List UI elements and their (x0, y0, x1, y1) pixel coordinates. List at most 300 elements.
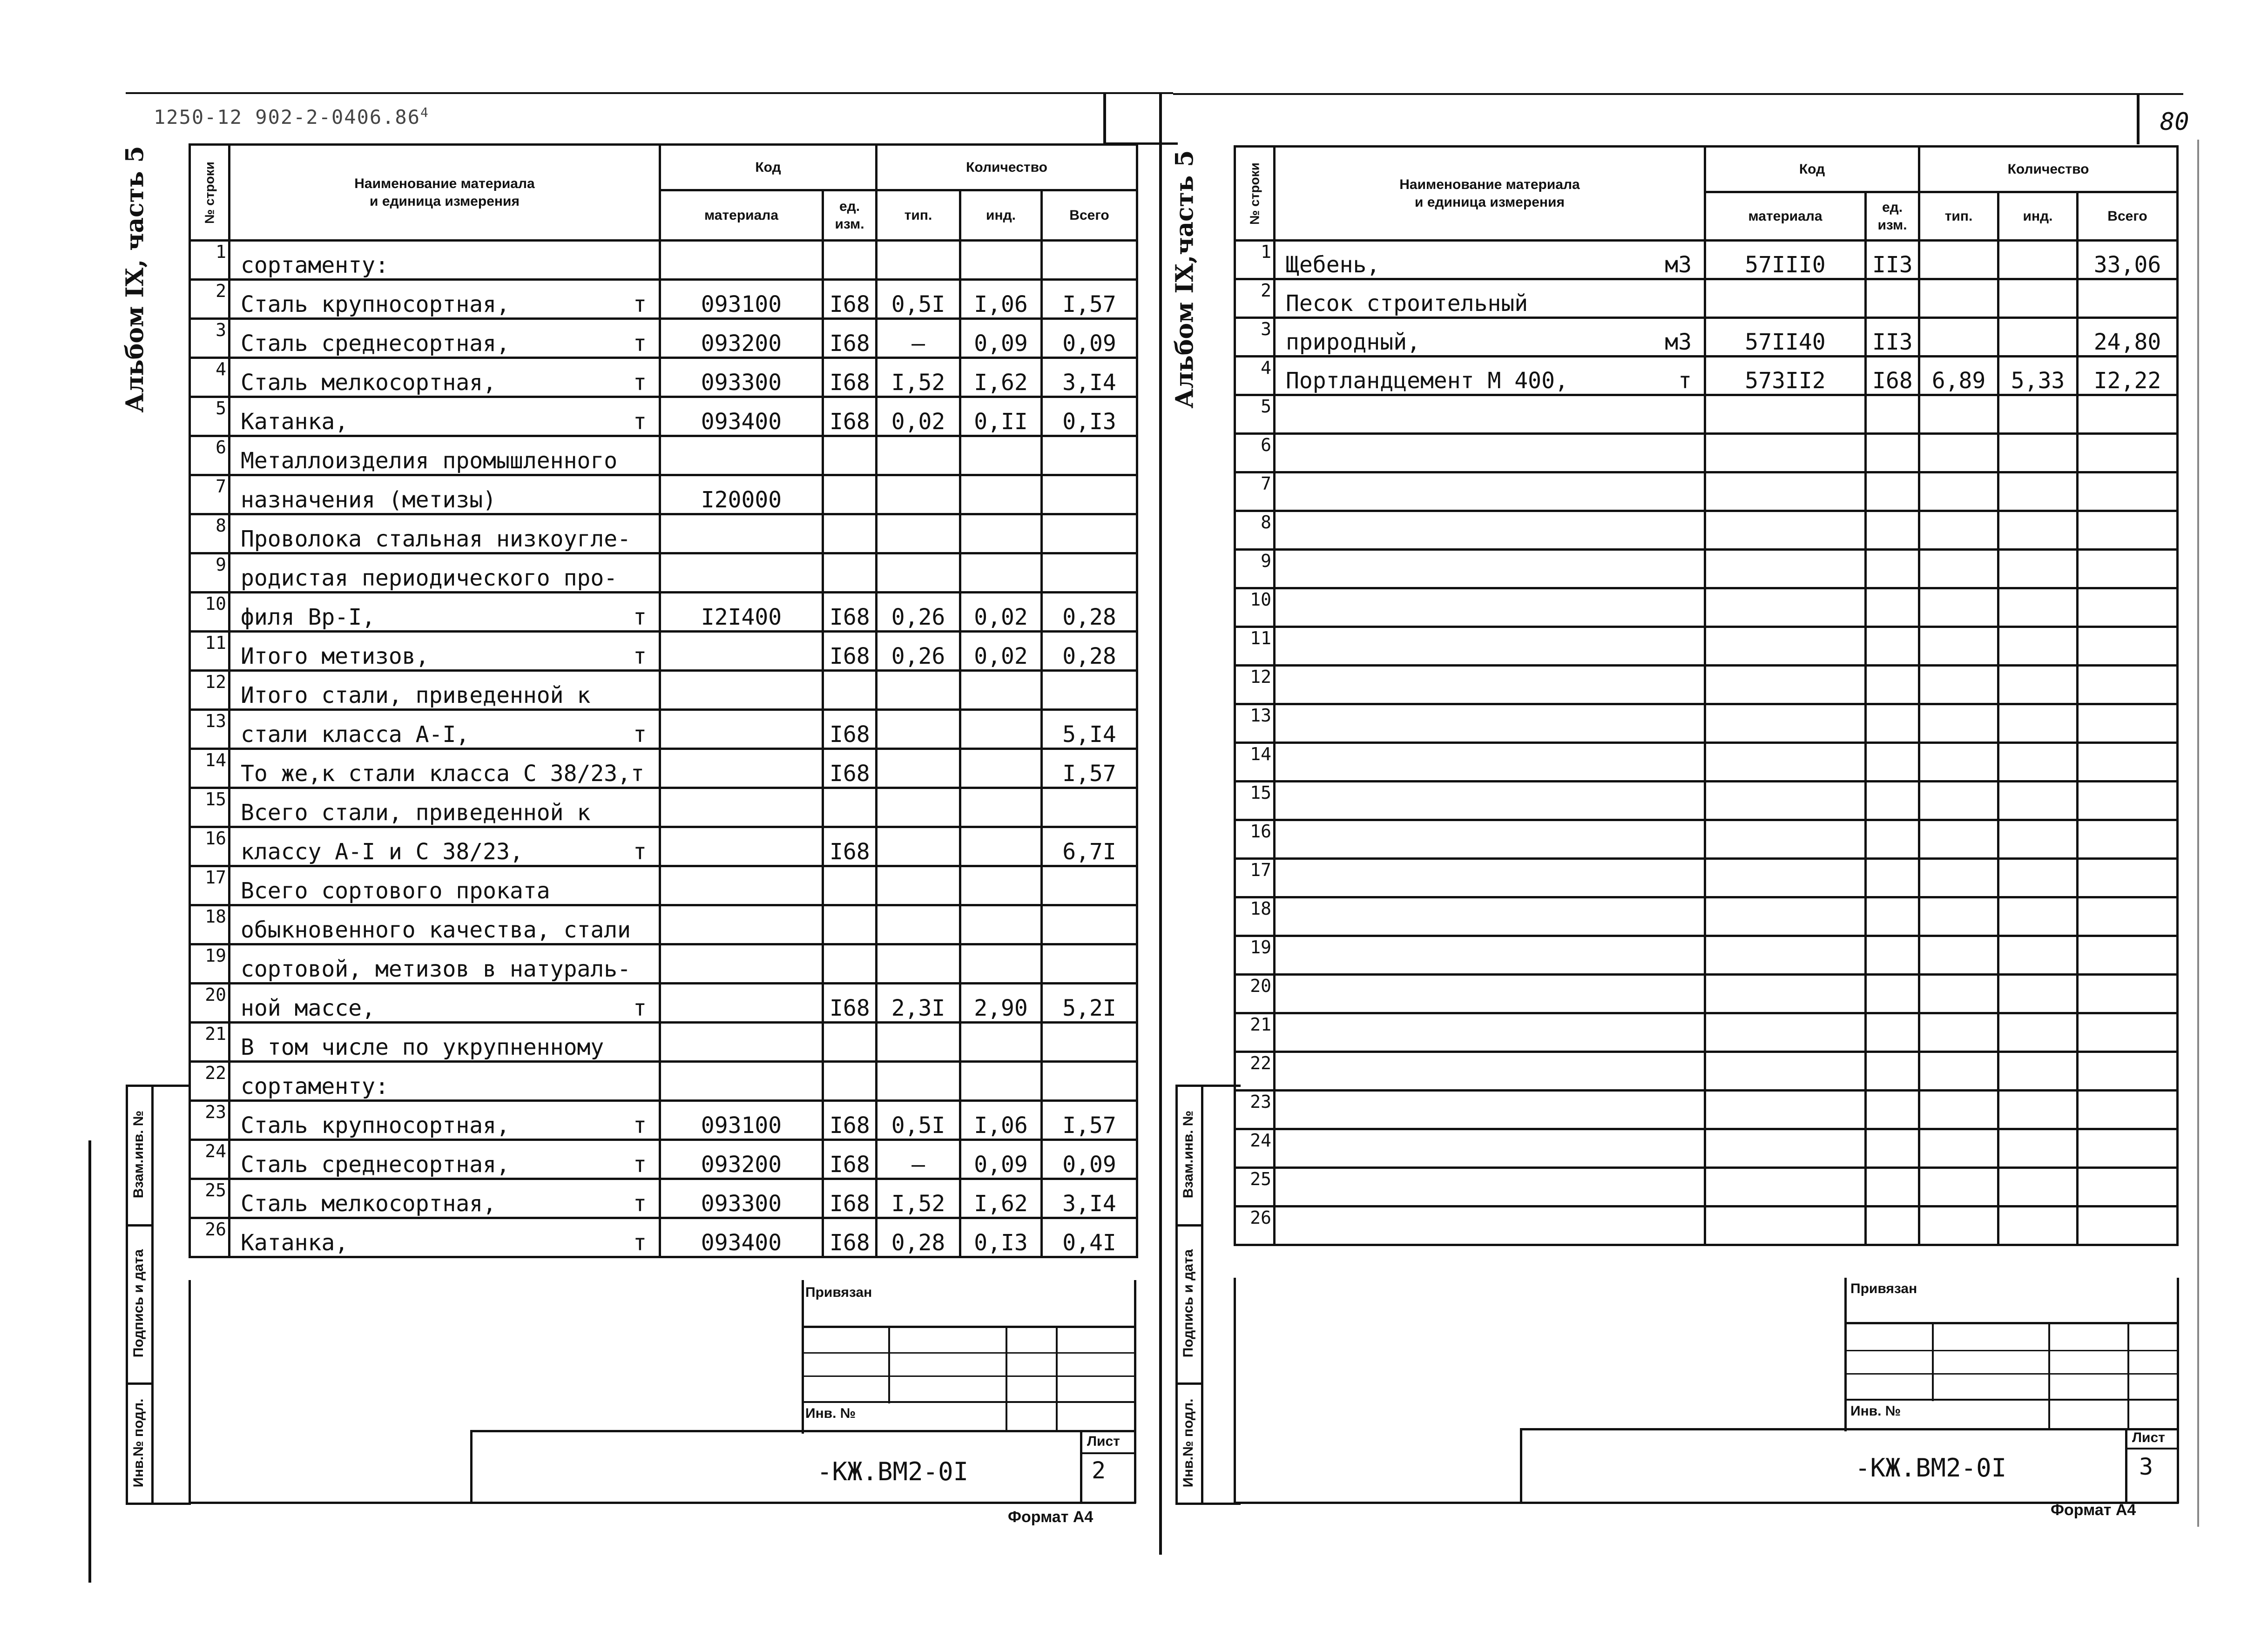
quantity-total (1042, 905, 1137, 944)
unit-code (1866, 897, 1919, 936)
material-name-cell (230, 397, 660, 436)
quantity-total: I,57 (1042, 749, 1137, 788)
material-code (1705, 704, 1866, 743)
stamp-frame-sep1 (126, 1224, 154, 1227)
quantity-typ: 2,3I (877, 984, 960, 1023)
material-code (660, 436, 823, 475)
unit-code (1866, 550, 1919, 588)
material-name: сортаменту: (241, 252, 389, 278)
quantity-ind (1998, 975, 2078, 1013)
quantity-total: 5,2I (1042, 984, 1137, 1023)
quantity-typ (1919, 1168, 1998, 1207)
table-row (1235, 550, 2178, 588)
material-code (1705, 1207, 1866, 1245)
quantity-total: I,57 (1042, 1101, 1137, 1140)
table-row (1235, 1013, 2178, 1052)
material-code (1705, 1091, 1866, 1129)
quantity-total (1042, 553, 1137, 593)
material-name-wrap (241, 487, 659, 513)
unit-code: I68 (1866, 357, 1919, 395)
material-code (1705, 472, 1866, 511)
unit-code (1866, 588, 1919, 627)
row-number: 3 (1235, 318, 1275, 357)
table-row (1235, 782, 2178, 820)
material-name-cell (230, 1023, 660, 1062)
material-name-cell (1275, 1168, 1705, 1207)
row-number: 8 (190, 514, 230, 553)
table-row (1235, 936, 2178, 975)
quantity-typ (1919, 395, 1998, 434)
quantity-typ (1919, 897, 1998, 936)
quantity-ind (1998, 704, 2078, 743)
material-name-wrap (241, 252, 659, 278)
header-material: материала (660, 190, 823, 241)
material-unit-mark: т (633, 291, 647, 317)
material-unit-mark: т (633, 839, 647, 865)
tb-left-grid4 (802, 1430, 1136, 1432)
material-name-cell (230, 475, 660, 514)
row-number: 9 (190, 553, 230, 593)
table-row (1235, 1091, 2178, 1129)
table-row (190, 475, 1137, 514)
material-name-cell (230, 632, 660, 671)
quantity-typ (1919, 279, 1998, 318)
header-unit-r: ед. изм. (1866, 192, 1919, 241)
tb-right-docbox-top (1520, 1428, 1846, 1430)
material-code (1705, 434, 1866, 472)
material-code (660, 1062, 823, 1101)
quantity-typ (877, 1062, 960, 1101)
stamp-frame-sep2 (126, 1382, 154, 1385)
material-code (660, 1023, 823, 1062)
header-name: Наименование материала и единица измерения (230, 145, 660, 241)
table-row (190, 827, 1137, 866)
material-code (1705, 279, 1866, 318)
material-name: Сталь крупносортная, (241, 291, 510, 317)
table-row (1235, 241, 2178, 279)
row-number: 2 (190, 280, 230, 319)
material-unit-mark: м3 (1665, 329, 1692, 355)
quantity-typ (1919, 588, 1998, 627)
material-unit-mark: т (633, 1152, 647, 1178)
material-name-cell (1275, 820, 1705, 859)
material-code: 093400 (660, 1218, 823, 1257)
quantity-total (2078, 782, 2178, 820)
material-name-cell (230, 319, 660, 358)
unit-code (1866, 434, 1919, 472)
material-name: Всего сортового проката (241, 878, 550, 904)
quantity-ind (1998, 395, 2078, 434)
unit-code (1866, 782, 1919, 820)
quantity-ind (960, 866, 1042, 905)
materials-table-left-body (190, 241, 1137, 1257)
quantity-total (1042, 514, 1137, 553)
table-row (190, 905, 1137, 944)
material-unit-mark: т (633, 330, 647, 357)
unit-code (823, 514, 877, 553)
row-number: 4 (1235, 357, 1275, 395)
quantity-total (2078, 1168, 2178, 1207)
quantity-total (1042, 241, 1137, 280)
tb-left-docbox-top (470, 1430, 805, 1432)
row-number: 23 (190, 1101, 230, 1140)
quantity-total (2078, 897, 2178, 936)
quantity-total: 3,I4 (1042, 1179, 1137, 1218)
quantity-total (2078, 704, 2178, 743)
material-name-cell (1275, 936, 1705, 975)
quantity-ind (1998, 241, 2078, 279)
quantity-total: 6,7I (1042, 827, 1137, 866)
tb-left-frame-left (189, 1280, 191, 1503)
row-number: 12 (1235, 666, 1275, 704)
quantity-total: 33,06 (2078, 241, 2178, 279)
row-number: 19 (1235, 936, 1275, 975)
unit-code: I68 (823, 397, 877, 436)
album-label-right: Альбом IX,часть 5 (1170, 150, 1199, 409)
materials-table-right-body (1235, 241, 2178, 1245)
unit-code: I68 (823, 358, 877, 397)
table-row (190, 1023, 1137, 1062)
quantity-total (2078, 820, 2178, 859)
material-code (1705, 859, 1866, 897)
material-name-wrap (241, 1034, 659, 1060)
material-name-cell (230, 905, 660, 944)
material-name: обыкновенного качества, стали (241, 917, 631, 943)
table-row (1235, 279, 2178, 318)
tb-right-frame-right (2177, 1278, 2179, 1503)
tb-right-sheet-number: 3 (2139, 1453, 2153, 1480)
material-name-wrap (241, 721, 659, 748)
material-name-cell (230, 984, 660, 1023)
table-row (1235, 1168, 2178, 1207)
table-row (190, 1062, 1137, 1101)
row-number: 20 (1235, 975, 1275, 1013)
material-name-cell (1275, 395, 1705, 434)
material-name-cell (230, 866, 660, 905)
material-name-wrap (241, 878, 659, 904)
row-number: 13 (190, 710, 230, 749)
material-name: стали класса А-I, (241, 721, 470, 748)
material-name-cell (1275, 550, 1705, 588)
format-label-right: Формат А4 (2051, 1501, 2136, 1519)
material-code (1705, 936, 1866, 975)
quantity-ind (1998, 1168, 2078, 1207)
quantity-total (2078, 395, 2178, 434)
material-name-cell (230, 436, 660, 475)
quantity-ind (960, 1023, 1042, 1062)
material-code (1705, 743, 1866, 782)
quantity-ind (960, 475, 1042, 514)
material-name-wrap (1286, 329, 1704, 355)
row-number: 5 (190, 397, 230, 436)
table-row (1235, 434, 2178, 472)
format-label-left: Формат А4 (1008, 1508, 1094, 1526)
table-row (190, 280, 1137, 319)
unit-code: I68 (823, 1101, 877, 1140)
quantity-total: I2,22 (2078, 357, 2178, 395)
unit-code (823, 475, 877, 514)
material-name: Щебень, (1286, 252, 1380, 278)
tb-left-list-label: Лист (1087, 1434, 1120, 1449)
material-name: Итого стали, приведенной к (241, 682, 591, 708)
row-number: 11 (1235, 627, 1275, 666)
tb-right-vgrid2 (2048, 1323, 2050, 1429)
stamp-inv-left: Инв.№ подл. (131, 1398, 146, 1488)
quantity-typ: 0,5I (877, 1101, 960, 1140)
row-number: 1 (1235, 241, 1275, 279)
row-number: 16 (190, 827, 230, 866)
unit-code (1866, 1207, 1919, 1245)
quantity-ind (1998, 627, 2078, 666)
quantity-typ (1919, 472, 1998, 511)
quantity-ind: 0,II (960, 397, 1042, 436)
material-code (660, 514, 823, 553)
top-border-tick (1103, 93, 1106, 144)
tb-right-privyazan-left (1844, 1278, 1847, 1431)
material-unit-mark: т (633, 1112, 647, 1139)
quantity-typ (1919, 859, 1998, 897)
table-row (1235, 1207, 2178, 1245)
quantity-typ (1919, 666, 1998, 704)
material-name-wrap (241, 291, 659, 317)
material-name-cell (1275, 241, 1705, 279)
quantity-typ (1919, 782, 1998, 820)
material-code: 093400 (660, 397, 823, 436)
quantity-total (2078, 1091, 2178, 1129)
quantity-ind (1998, 782, 2078, 820)
unit-code: I68 (823, 593, 877, 632)
unit-code (1866, 1168, 1919, 1207)
tb-left-privyazan-bottom (802, 1326, 1136, 1328)
right-margin-line (2197, 140, 2199, 1527)
table-row (190, 436, 1137, 475)
material-name-wrap (241, 1152, 659, 1178)
material-name-cell (1275, 318, 1705, 357)
quantity-ind: 0,09 (960, 1140, 1042, 1179)
quantity-total (2078, 434, 2178, 472)
tb-right-sheetbox-sep (2125, 1448, 2179, 1449)
quantity-ind (960, 944, 1042, 984)
quantity-total: 5,I4 (1042, 710, 1137, 749)
quantity-total (2078, 472, 2178, 511)
quantity-total: 0,09 (1042, 1140, 1137, 1179)
sheet-divider (1159, 93, 1162, 1555)
material-name-cell (230, 358, 660, 397)
tb-right-privyazan-label: Привязан (1850, 1281, 1917, 1296)
header-unit: ед. изм. (823, 190, 877, 241)
quantity-typ: – (877, 1140, 960, 1179)
row-number: 5 (1235, 395, 1275, 434)
quantity-total (1042, 866, 1137, 905)
header-typ: тип. (877, 190, 960, 241)
material-name-cell (230, 944, 660, 984)
header-code-group-r: Код (1705, 147, 1919, 192)
quantity-typ (877, 710, 960, 749)
unit-code (823, 866, 877, 905)
header-typ-r: тип. (1919, 192, 1998, 241)
material-code (660, 944, 823, 984)
stamp-frame-bottom (126, 1503, 191, 1505)
material-code (660, 827, 823, 866)
tb-right-inv-label: Инв. № (1850, 1403, 1901, 1419)
material-code (1705, 627, 1866, 666)
header-total: Всего (1042, 190, 1137, 241)
material-unit-mark: т (633, 409, 647, 435)
material-code (1705, 1129, 1866, 1168)
material-name-cell (1275, 357, 1705, 395)
quantity-typ (877, 475, 960, 514)
unit-code (1866, 627, 1919, 666)
document-code-text: 1250-12 902-2-0406.86 (154, 106, 421, 128)
material-name-wrap (241, 1112, 659, 1139)
material-name-wrap (241, 839, 659, 865)
quantity-typ (1919, 434, 1998, 472)
material-unit-mark: м3 (1665, 252, 1692, 278)
quantity-typ: – (877, 319, 960, 358)
quantity-ind (1998, 511, 2078, 550)
material-name: природный, (1286, 329, 1420, 355)
quantity-total (2078, 511, 2178, 550)
row-number: 1 (190, 241, 230, 280)
table-row (1235, 357, 2178, 395)
material-name-cell (1275, 975, 1705, 1013)
material-name-cell (1275, 1052, 1705, 1091)
quantity-total (1042, 944, 1137, 984)
table-row (190, 1179, 1137, 1218)
unit-code (1866, 1052, 1919, 1091)
unit-code: II3 (1866, 318, 1919, 357)
unit-code: I68 (823, 319, 877, 358)
material-name: классу А-I и С 38/23, (241, 839, 523, 865)
material-code: 093100 (660, 1101, 823, 1140)
material-name-wrap (241, 409, 659, 435)
table-row (190, 397, 1137, 436)
material-unit-mark: т (633, 643, 647, 669)
quantity-ind (960, 436, 1042, 475)
quantity-total (2078, 1013, 2178, 1052)
material-name-cell (1275, 434, 1705, 472)
quantity-ind: 0,I3 (960, 1218, 1042, 1257)
quantity-total (1042, 1023, 1137, 1062)
unit-code: II3 (1866, 241, 1919, 279)
row-number: 8 (1235, 511, 1275, 550)
material-name-cell (230, 1179, 660, 1218)
material-name: Итого метизов, (241, 643, 429, 669)
quantity-typ (1919, 820, 1998, 859)
quantity-typ (1919, 975, 1998, 1013)
material-name-wrap (241, 1073, 659, 1099)
material-code: 57III0 (1705, 241, 1866, 279)
quantity-ind (1998, 1052, 2078, 1091)
tb-left-grid2 (802, 1375, 1136, 1377)
material-name-cell (230, 1101, 660, 1140)
row-number: 22 (1235, 1052, 1275, 1091)
unit-code: I68 (823, 984, 877, 1023)
page-number-box-line (2137, 93, 2140, 144)
quantity-total (1042, 475, 1137, 514)
material-name: То же,к стали класса С 38/23,т (241, 761, 644, 787)
material-name: Проволока стальная низкоугле- (241, 526, 631, 552)
quantity-ind (1998, 550, 2078, 588)
table-row (190, 241, 1137, 280)
quantity-ind: 2,90 (960, 984, 1042, 1023)
quantity-typ (877, 436, 960, 475)
quantity-total (1042, 436, 1137, 475)
material-unit-mark: т (633, 370, 647, 396)
table-row (1235, 743, 2178, 782)
material-code (660, 984, 823, 1023)
tb-left-doc-code: -КЖ.ВМ2-0I (817, 1457, 969, 1486)
unit-code (1866, 975, 1919, 1013)
quantity-typ (877, 905, 960, 944)
quantity-ind (960, 514, 1042, 553)
row-number: 23 (1235, 1091, 1275, 1129)
material-unit-mark: т (633, 1191, 647, 1217)
material-code: 093100 (660, 280, 823, 319)
material-name-wrap (241, 800, 659, 826)
quantity-ind (960, 553, 1042, 593)
material-code (1705, 782, 1866, 820)
unit-code (1866, 1129, 1919, 1168)
unit-code: I68 (823, 1218, 877, 1257)
row-number: 9 (1235, 550, 1275, 588)
unit-code (1866, 820, 1919, 859)
unit-code (1866, 666, 1919, 704)
stamp-vzam-left: Взам.инв. № (131, 1110, 146, 1199)
quantity-ind (960, 749, 1042, 788)
table-row (190, 1101, 1137, 1140)
quantity-total: I,57 (1042, 280, 1137, 319)
quantity-ind (1998, 666, 2078, 704)
quantity-ind (1998, 859, 2078, 897)
table-row (190, 358, 1137, 397)
quantity-total (2078, 666, 2178, 704)
quantity-typ (1919, 1052, 1998, 1091)
table-row (190, 1218, 1137, 1257)
quantity-ind (1998, 897, 2078, 936)
stamp-frame-top (126, 1085, 191, 1087)
table-row (1235, 1052, 2178, 1091)
material-code: 57II40 (1705, 318, 1866, 357)
material-name-cell (230, 710, 660, 749)
material-unit-mark: т (633, 995, 647, 1021)
row-number: 12 (190, 671, 230, 710)
stamp-frame-left-r (1175, 1085, 1178, 1503)
unit-code (1866, 472, 1919, 511)
tb-left-grid3 (802, 1401, 1136, 1403)
quantity-ind (960, 827, 1042, 866)
unit-code: I68 (823, 710, 877, 749)
table-row (1235, 1129, 2178, 1168)
table-row (1235, 859, 2178, 897)
material-name-cell (1275, 782, 1705, 820)
quantity-typ (877, 553, 960, 593)
stamp-frame-bottom-r (1175, 1503, 1241, 1505)
material-code (1705, 666, 1866, 704)
header-material-r: материала (1705, 192, 1866, 241)
tb-right-vgrid1 (1932, 1323, 1934, 1401)
table-row (1235, 704, 2178, 743)
table-row (190, 514, 1137, 553)
stamp-inv-right: Инв.№ подл. (1181, 1398, 1196, 1488)
tb-right-sheetbox-left (2125, 1428, 2127, 1503)
quantity-total (2078, 859, 2178, 897)
quantity-total (2078, 588, 2178, 627)
quantity-ind: I,62 (960, 1179, 1042, 1218)
quantity-ind (1998, 936, 2078, 975)
table-row (1235, 897, 2178, 936)
row-number: 22 (190, 1062, 230, 1101)
